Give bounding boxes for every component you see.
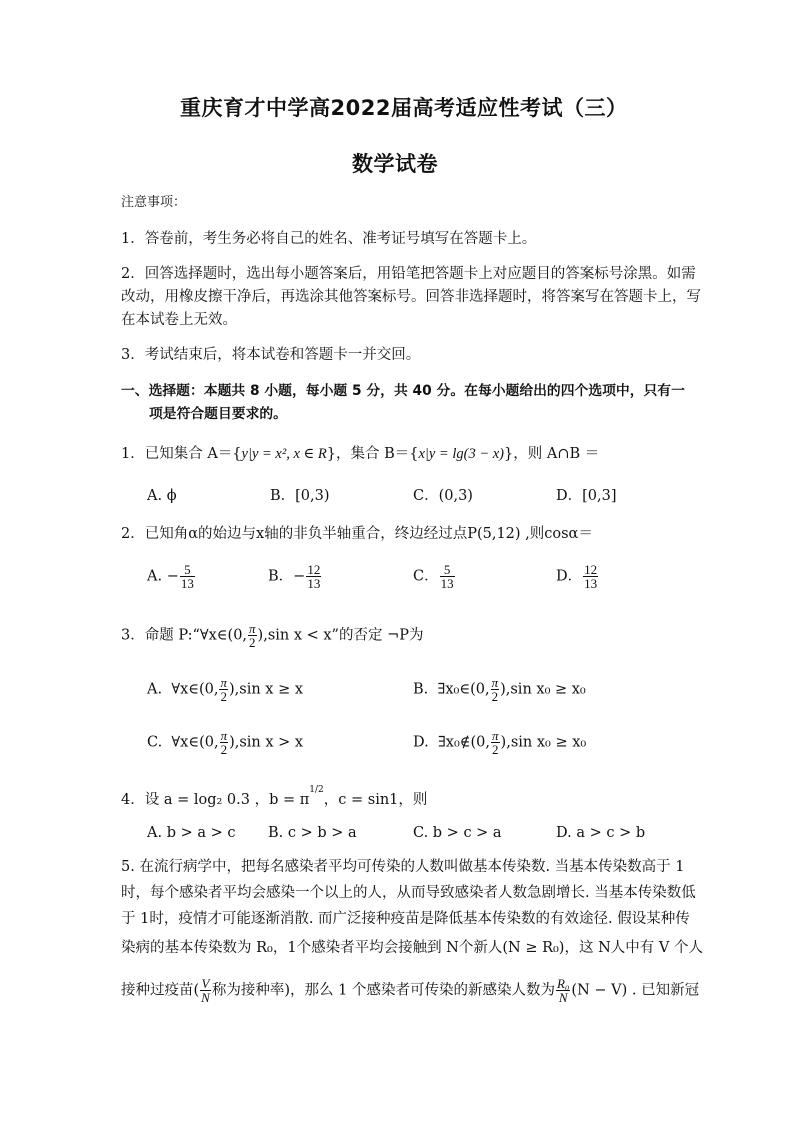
q3-frac-num: π	[249, 621, 256, 636]
q2-option-a-num: 5	[180, 563, 195, 577]
q5-frac-vn-num: V	[201, 976, 210, 991]
q3-option-a-num: π	[220, 675, 227, 690]
q2-option-c-fraction	[440, 563, 455, 590]
q2-option-a-label: A.	[147, 568, 163, 585]
q2-option-a-den: 13	[180, 576, 194, 591]
q2-option-d-num: 12	[584, 562, 598, 577]
q3-option-b-den: 2	[491, 689, 499, 704]
section-heading: 一、选择题：本题共 8 小题，每小题 5 分，共 40 分。在每小题给出的四个选项中，只有一	[121, 383, 685, 399]
notice-item-2-cont2: 在本试卷上无效。	[121, 312, 237, 328]
q5-frac-rn-den: N	[558, 990, 568, 1005]
q3-option-c-label: C.	[147, 734, 163, 751]
q2-option-b-label: B．	[268, 568, 294, 585]
q3-option-d-num: π	[492, 728, 499, 743]
q2-option-b	[268, 563, 322, 590]
q3-option-a-den: 2	[220, 689, 227, 704]
q3-frac-den: 2	[249, 635, 256, 650]
q4-exponent: 1/2	[309, 785, 324, 795]
question-4-stem	[121, 785, 428, 808]
q3-fraction	[248, 622, 257, 649]
q3-option-c-pre: ∀x∈(0,	[171, 734, 219, 751]
q2-option-b-fraction	[306, 563, 321, 590]
q1-set-a: y|y = x², x ∈ R	[241, 446, 327, 462]
q3-option-d	[413, 729, 586, 756]
q5-frac-vn	[200, 977, 211, 1004]
notice-item-2-cont: 改动，用橡皮擦干净后，再选涂其他答案标号。回答非选择题时，将答案写在答题卡上，写	[121, 289, 701, 305]
q2-option-d	[556, 563, 599, 590]
question-1-stem	[121, 447, 599, 462]
q2-option-b-sign: −	[293, 568, 306, 585]
q3-stem-b: ),sin x < x”的否定 ¬P为	[257, 627, 424, 644]
q3-option-c	[147, 729, 303, 756]
q3-option-a-pre: ∀x∈(0,	[171, 681, 219, 698]
q2-option-a-fraction	[180, 563, 195, 590]
q4-stem-b: ，c = sin1，则	[323, 791, 428, 808]
q2-option-d-label: D．	[556, 568, 583, 585]
q3-option-d-den: 2	[492, 742, 499, 757]
q1-end: }，则 A∩B ＝	[504, 446, 600, 462]
question-2-stem: 2．已知角α的始边与x轴的非负半轴重合，终边经过点P(5,12) ,则cosα＝	[121, 526, 593, 542]
q3-option-c-fraction	[220, 729, 229, 756]
q3-option-a-post: ),sin x ≥ x	[228, 681, 303, 698]
q1-set-b: x|y = lg(3 − x)	[418, 446, 505, 462]
q3-option-d-post: ),sin x₀ ≥ x₀	[500, 734, 587, 751]
q5-line-3: 于 1时，疫情才可能逐渐消散. 而广泛接种疫苗是降低基本传染数的有效途径. 假设某种传	[121, 911, 690, 927]
q3-option-c-num: π	[220, 728, 228, 743]
q1-option-b: B．[0,3)	[270, 488, 330, 504]
notice-heading: 注意事项：	[121, 195, 187, 210]
q1-option-a: A. ϕ	[147, 488, 177, 504]
q5-frac-rn	[556, 977, 570, 1004]
q5-last-c: (N − V) . 已知新冠	[571, 982, 700, 999]
q2-option-a-sign: −	[166, 568, 179, 585]
q1-option-c: C．(0,3)	[413, 488, 473, 504]
q5-frac-rn-num: R₀	[556, 976, 570, 991]
q3-option-c-post: ),sin x > x	[229, 734, 304, 751]
notice-item-3: 3．考试结束后，将本试卷和答题卡一并交回。	[121, 347, 421, 363]
q2-option-d-den: 13	[584, 576, 598, 591]
q5-last-b: 称为接种率)，那么 1 个感染者可传染的新感染人数为	[211, 982, 555, 999]
q3-option-b-label: B.	[413, 681, 429, 698]
question-3-stem	[121, 622, 424, 649]
notice-item-2: 2．回答选择题时，选出每小题答案后，用铅笔把答题卡上对应题目的答案标号涂黑。如需	[121, 266, 696, 282]
q3-option-b-fraction	[491, 676, 500, 703]
q3-option-b-num: π	[491, 675, 499, 690]
q5-frac-vn-den: N	[201, 990, 210, 1005]
q5-line-2: 时，每个感染者平均会感染一个以上的人，从而导致感染者人数急剧增长. 当基本传染数低	[121, 885, 696, 901]
q3-option-a-label: A.	[147, 681, 163, 698]
q2-option-c-den: 13	[440, 576, 454, 591]
q2-option-d-fraction	[583, 563, 598, 590]
q3-option-a-fraction	[219, 676, 228, 703]
exam-subtitle: 数学试卷	[352, 152, 438, 176]
q3-option-a	[147, 676, 303, 703]
q2-option-c-num: 5	[440, 563, 455, 577]
q3-option-d-pre: ∃x₀∉(0,	[437, 734, 491, 751]
q4-option-b: B. c > b > a	[268, 825, 357, 841]
q3-option-d-label: D.	[413, 734, 429, 751]
q3-option-c-den: 2	[220, 742, 228, 757]
q3-stem-a: 3．命题 P:“∀x∈(0,	[121, 627, 248, 644]
q5-last-a: 接种过疫苗(	[121, 982, 200, 999]
section-heading-cont: 项是符合题目要求的。	[149, 406, 287, 422]
q1-option-d: D．[0,3]	[556, 488, 617, 504]
q1-prefix: 1．已知集合 A＝{	[121, 446, 242, 462]
notice-item-1: 1．答卷前，考生务必将自己的姓名、准考证号填写在答题卡上。	[121, 231, 537, 247]
q2-option-c-label: C．	[413, 568, 439, 585]
q3-option-b-pre: ∃x₀∈(0,	[437, 681, 490, 698]
q2-option-b-den: 13	[307, 576, 321, 591]
q2-option-b-num: 12	[307, 562, 321, 577]
q4-option-d: D. a > c > b	[556, 825, 646, 841]
q3-option-b	[413, 676, 586, 703]
q4-option-c: C. b > c > a	[413, 825, 502, 841]
q3-option-b-post: ),sin x₀ ≥ x₀	[500, 681, 586, 698]
q5-line-4: 染病的基本传染数为 R₀，1个感染者平均会接触到 N个新人(N ≥ R₀)，这 N人中有 V 个人	[121, 940, 703, 956]
q2-option-a	[147, 563, 196, 590]
q4-option-a: A. b > a > c	[147, 825, 236, 841]
q5-line-5	[121, 977, 699, 1004]
exam-title: 重庆育才中学高2022届高考适应性考试（三）	[180, 96, 628, 120]
q2-option-c	[413, 563, 456, 590]
q3-option-d-fraction	[491, 729, 500, 756]
q1-mid: }，集合 B＝{	[326, 446, 419, 462]
q5-line-1: 5. 在流行病学中，把每名感染者平均可传染的人数叫做基本传染数. 当基本传染数高于 1	[121, 859, 685, 875]
q4-stem-a: 4．设 a = log₂ 0.3 ，b = π	[121, 791, 310, 808]
